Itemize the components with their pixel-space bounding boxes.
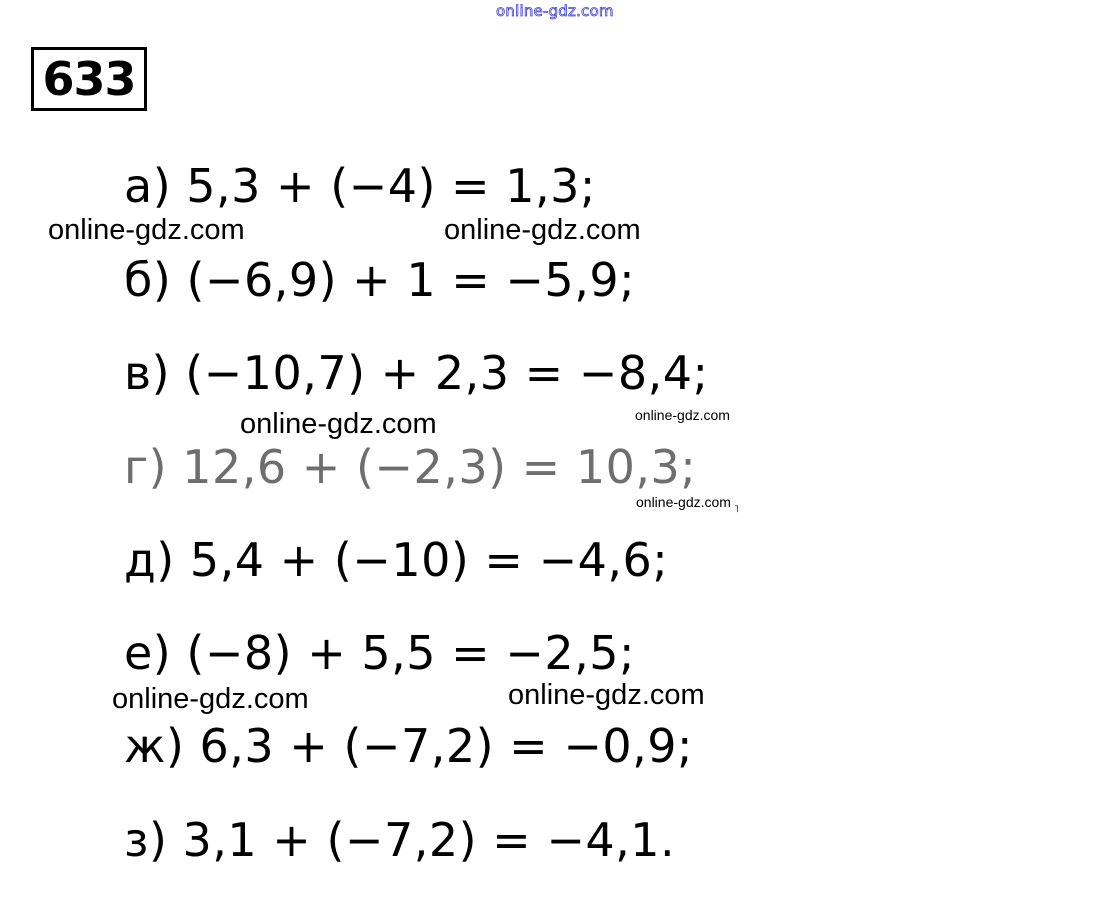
answer-label: е) <box>124 626 172 680</box>
answer-expression: 3,1 + (−7,2) = −4,1. <box>182 813 676 867</box>
answer-line-v <box>124 346 709 400</box>
answer-expression: (−10,7) + 2,3 = −8,4; <box>185 346 709 400</box>
answer-label: ж) <box>124 719 185 773</box>
answer-label: д) <box>124 533 175 587</box>
watermark-small: online-gdz.com <box>636 494 731 510</box>
answer-label: з) <box>124 813 168 867</box>
answer-line-z <box>124 813 676 867</box>
watermark-small: online-gdz.com <box>635 407 730 423</box>
answer-expression: 6,3 + (−7,2) = −0,9; <box>199 719 694 773</box>
answer-expression: 12,6 + (−2,3) = 10,3; <box>182 440 697 494</box>
top-watermark: online-gdz.com <box>496 2 614 20</box>
watermark: online-gdz.com <box>508 679 705 711</box>
answer-line-zh <box>124 719 694 773</box>
answer-expression: (−6,9) + 1 = −5,9; <box>186 253 636 307</box>
answer-label: а) <box>124 159 172 213</box>
corner-mark: ˥ <box>734 504 739 515</box>
answer-expression: 5,3 + (−4) = 1,3; <box>186 159 596 213</box>
answer-line-e <box>124 626 636 680</box>
answer-line-g <box>124 440 697 494</box>
answer-line-b <box>124 253 636 307</box>
answer-label: в) <box>124 346 171 400</box>
answer-label: б) <box>124 253 172 307</box>
watermark: online-gdz.com <box>48 214 245 246</box>
exercise-number-box <box>31 47 147 111</box>
answer-line-d <box>124 533 669 587</box>
exercise-number: 633 <box>42 52 136 106</box>
watermark: online-gdz.com <box>240 408 437 440</box>
answer-label: г) <box>124 440 168 494</box>
answer-expression: (−8) + 5,5 = −2,5; <box>186 626 636 680</box>
answer-expression: 5,4 + (−10) = −4,6; <box>189 533 669 587</box>
answer-line-a <box>124 159 596 213</box>
watermark: online-gdz.com <box>444 214 641 246</box>
watermark: online-gdz.com <box>112 683 309 715</box>
